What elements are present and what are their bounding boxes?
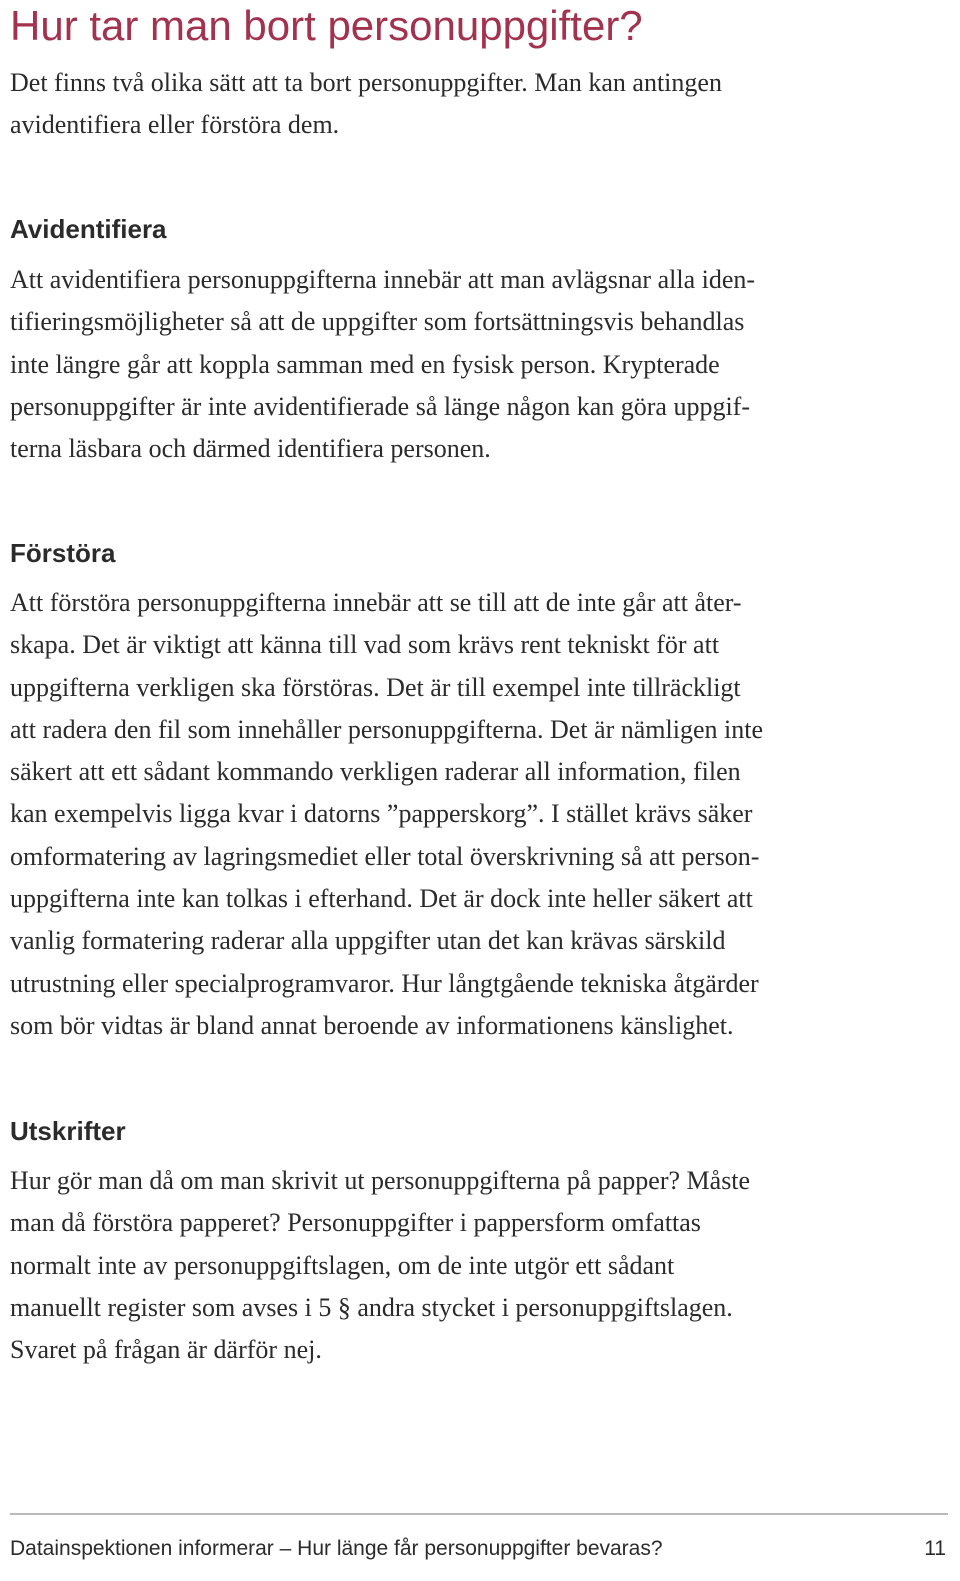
page-title: Hur tar man bort personuppgifter? [10,2,643,49]
footer-divider [10,1513,948,1515]
section-paragraph-avidentifiera [10,259,950,470]
paragraph-line: Att avidentifiera personuppgifterna innebär att man avlägsnar alla iden- [10,265,756,294]
paragraph-line: uppgifterna inte kan tolkas i efterhand. Det är dock inte heller säkert att [10,884,753,914]
paragraph-line: vanlig formatering raderar alla uppgifter utan det kan krävas särskild [10,926,726,956]
paragraph-line: normalt inte av personuppgiftslagen, om de inte utgör ett sådant [10,1250,675,1280]
paragraph-line: Svaret på frågan är därför nej. [10,1335,322,1365]
paragraph-line: uppgifterna verkligen ska förstöras. Det är till exempel inte tillräckligt [10,672,741,702]
paragraph-line: personuppgifter är inte avidentifierade så länge någon kan göra uppgif- [10,391,750,421]
intro-line: avidentifiera eller förstöra dem. [10,110,340,139]
paragraph-line: man då förstöra papperet? Personuppgifter i pappersform omfattas [10,1208,701,1238]
paragraph-line: skapa. Det är viktigt att känna till vad som krävs rent tekniskt för att [10,630,720,660]
intro-paragraph [10,62,950,146]
section-paragraph-forstora [10,582,950,1047]
paragraph-line: terna läsbara och därmed identifiera personen. [10,434,491,464]
section-heading-avidentifiera: Avidentifiera [10,214,167,244]
paragraph-line: Hur gör man då om man skrivit ut personuppgifterna på papper? Måste [10,1166,751,1195]
section-heading-forstora: Förstöra [10,538,116,568]
paragraph-line: inte längre går att koppla samman med en fysisk person. Krypterade [10,349,720,379]
paragraph-line: som bör vidtas är bland annat beroende av informationens känslighet. [10,1010,734,1040]
paragraph-line: utrustning eller specialprogramvaror. Hur långtgående tekniska åtgärder [10,968,759,998]
intro-line: Det finns två olika sätt att ta bort personuppgifter. Man kan antingen [10,68,722,97]
paragraph-line: säkert att ett sådant kommando verkligen raderar all information, filen [10,757,741,787]
paragraph-line: kan exempelvis ligga kvar i datorns ”papperskorg”. I stället krävs säker [10,799,753,829]
page-number: 11 [924,1537,946,1560]
paragraph-line: manuellt register som avses i 5 § andra stycket i personuppgiftslagen. [10,1292,733,1322]
section-heading-utskrifter: Utskrifter [10,1116,126,1146]
paragraph-line: att radera den fil som innehåller personuppgifterna. Det är nämligen inte [10,714,763,744]
paragraph-line: Att förstöra personuppgifterna innebär att se till att de inte går att åter- [10,588,742,617]
paragraph-line: omformatering av lagringsmediet eller total överskrivning så att person- [10,841,760,871]
section-paragraph-utskrifter [10,1160,950,1371]
footer-title: Datainspektionen informerar – Hur länge får personuppgifter bevaras? [10,1537,663,1560]
paragraph-line: tifieringsmöjligheter så att de uppgifter som fortsättningsvis behandlas [10,307,745,337]
